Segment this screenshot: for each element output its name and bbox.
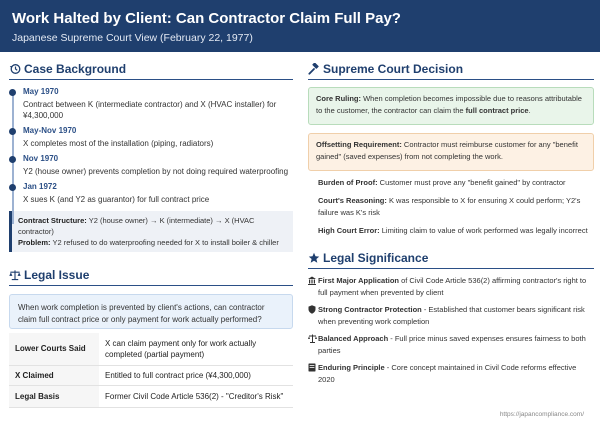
page-subtitle: Japanese Supreme Court View (February 22, 1977) — [12, 32, 253, 44]
header-banner — [0, 0, 600, 52]
table-row: X Claimed Entitled to full contract price (¥4,300,000) — [9, 365, 293, 385]
court-reasoning: Court's Reasoning: K was responsible to X for ensuring X could perform; Y2's failure was K's risk — [318, 196, 581, 217]
timeline-item: May 1970 Contract between K (intermediate contractor) and X (HVAC installer) for ¥4,300,000 — [23, 86, 293, 121]
table-row: Lower Courts Said X can claim payment only for work actually completed (partial payment) — [9, 333, 293, 365]
legal-question-box: When work completion is prevented by client's actions, can contractor claim full contract price or only payment for work actually performed? — [9, 294, 293, 329]
list-item: Enduring Principle - Core concept maintained in Civil Code reforms effective 2020 — [308, 362, 594, 385]
contract-problem: Problem: Y2 refused to do waterproofing needed for X to install boiler & chiller — [18, 238, 279, 247]
timeline-dot — [9, 156, 16, 163]
list-item: Strong Contractor Protection - Established that customer bears significant risk when preventing work completion — [308, 304, 594, 327]
timeline-item: May-Nov 1970 X completes most of the installation (piping, radiators) — [23, 125, 293, 149]
supreme-court-decision-heading: Supreme Court Decision — [308, 58, 594, 80]
timeline-dot — [9, 128, 16, 135]
timeline-item: Jan 1972 X sues K (and Y2 as guarantor) for full contract price — [23, 181, 293, 205]
building-icon — [308, 276, 317, 298]
offsetting-requirement-box: Offsetting Requirement: Contractor must reimburse customer for any "benefit gained" (saved expenses) from not completing the work. — [308, 133, 594, 171]
high-court-error: High Court Error: Limiting claim to value of work performed was legally incorrect — [318, 226, 588, 235]
gavel-icon — [308, 63, 320, 75]
footer-url[interactable]: https://japancompliance.com/ — [499, 411, 584, 418]
significance-list — [308, 275, 594, 385]
contract-summary-box — [9, 211, 293, 252]
list-item: Balanced Approach - Full price minus saved expenses ensures fairness to both parties — [308, 333, 594, 356]
legal-issue-heading: Legal Issue — [9, 264, 293, 286]
table-row: Legal Basis Former Civil Code Article 536(2) - "Creditor's Risk" — [9, 385, 293, 407]
timeline-dot — [9, 89, 16, 96]
case-timeline — [9, 86, 293, 205]
contract-structure: Contract Structure: Y2 (house owner) → K (intermediate) → X (HVAC contractor) — [18, 216, 255, 236]
balance-icon — [308, 334, 317, 356]
timeline-item: Nov 1970 Y2 (house owner) prevents completion by not doing required waterproofing — [23, 153, 293, 177]
scales-icon — [9, 269, 21, 281]
left-column — [9, 58, 293, 408]
timeline-dot — [9, 184, 16, 191]
core-ruling-box: Core Ruling: When completion becomes impossible due to reasons attributable to the customer, the contractor can claim the full contract price. — [308, 87, 594, 125]
star-icon — [308, 252, 320, 264]
list-item: First Major Application of Civil Code Article 536(2) affirming contractor's right to full payment when prevented by client — [308, 275, 594, 298]
burden-of-proof: Burden of Proof: Customer must prove any "benefit gained" by contractor — [318, 178, 566, 187]
shield-icon — [308, 305, 317, 327]
case-background-heading: Case Background — [9, 58, 293, 80]
book-icon — [308, 363, 317, 385]
page-title: Work Halted by Client: Can Contractor Claim Full Pay? — [12, 10, 401, 27]
right-column — [308, 58, 594, 391]
legal-significance-heading: Legal Significance — [308, 247, 594, 269]
legal-issue-table — [9, 333, 293, 408]
history-icon — [9, 63, 21, 75]
